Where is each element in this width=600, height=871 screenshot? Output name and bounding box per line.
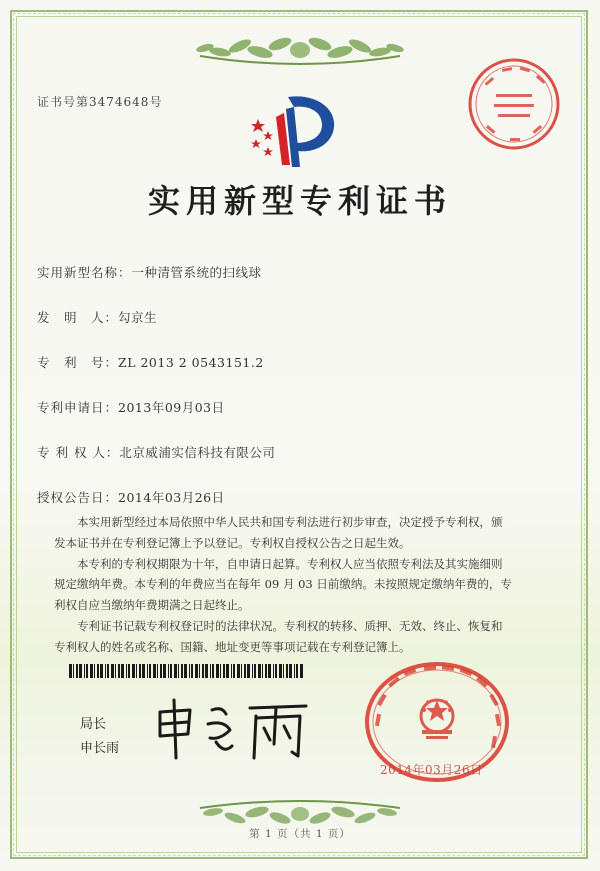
barcode-bar [254, 664, 256, 678]
barcode-bar [126, 664, 127, 678]
barcode-bar [296, 664, 298, 678]
body-line: 发本证书并在专利登记簿上予以登记。专利权自授权公告之日起生效。 [54, 535, 411, 550]
barcode-bar [73, 664, 74, 678]
field-inventor [37, 308, 157, 326]
field-utility-model-name [37, 263, 262, 281]
barcode-bar [289, 664, 292, 678]
barcode-bar [94, 664, 95, 678]
barcode-bar [76, 664, 78, 678]
handwritten-signature [150, 694, 315, 764]
barcode-bar [237, 664, 240, 678]
barcode-bar [226, 664, 229, 678]
body-line: 本专利的专利权期限为十年，自申请日起算。专利权人应当依照专利法及其实施细则 [77, 556, 503, 571]
barcode-bar [136, 664, 137, 678]
field-value: 一种清管系统的扫线球 [131, 265, 262, 280]
certificate-number: 证书号第3474648号 [37, 95, 163, 109]
field-label: 授权公告日： [37, 490, 119, 505]
barcode-bar [191, 664, 193, 678]
body-line: 本实用新型经过本局依照中华人民共和国专利法进行初步审查，决定授予专利权，颁 [77, 515, 503, 529]
field-patentee [37, 443, 275, 461]
barcode-bar [223, 664, 225, 678]
barcode-bar [107, 664, 109, 678]
barcode-bar [216, 664, 219, 678]
field-value: 2013年09月03日 [118, 400, 225, 415]
barcode-bar [247, 664, 250, 678]
barcode-bar [212, 664, 214, 678]
barcode-bar [174, 664, 177, 678]
top-wreath-ornament [195, 22, 405, 72]
barcode-bar [100, 664, 103, 678]
barcode-bar [195, 664, 198, 678]
director-name: 申长雨 [80, 741, 120, 756]
barcode-bar [231, 664, 232, 678]
body-line: 专利权人的姓名或名称、国籍、地址变更等事项记载在专利登记簿上。 [54, 639, 411, 654]
body-line: 规定缴纳年费。本专利的年费应当在每年 09 月 03 日前缴纳。未按照规定缴纳年费的，专 [54, 577, 512, 592]
barcode-bar [252, 664, 253, 678]
barcode-bar [79, 664, 82, 678]
field-grant-date [37, 488, 225, 506]
barcode-bar [147, 664, 148, 678]
barcode-bar [128, 664, 130, 678]
barcode-bar [139, 664, 141, 678]
certificate-title: 实用新型专利证书 [147, 182, 452, 220]
barcode-bar [268, 664, 271, 678]
barcode-bar [241, 664, 242, 678]
patent-office-logo [236, 85, 344, 175]
barcode-bar [115, 664, 116, 678]
barcode-bar [275, 664, 277, 678]
field-label: 专 利 号： [37, 355, 119, 370]
barcode-bar [160, 664, 162, 678]
barcode-bar [178, 664, 179, 678]
director-title: 局长 [80, 717, 107, 732]
barcode-bar [181, 664, 183, 678]
barcode-bar [184, 664, 187, 678]
tax-stamp-seal [466, 56, 562, 152]
field-value: ZL 2013 2 0543151.2 [118, 355, 264, 370]
barcode-bar [294, 664, 295, 678]
barcode-bar [233, 664, 235, 678]
barcode-bar [265, 664, 267, 678]
barcode-bar [262, 664, 263, 678]
barcode-bar [202, 664, 204, 678]
field-value: 2014年03月26日 [118, 490, 225, 505]
barcode-bar [97, 664, 99, 678]
barcode-bar [153, 664, 156, 678]
barcode-bar [142, 664, 145, 678]
certificate-body [54, 512, 544, 658]
barcode-bar [86, 664, 88, 678]
seal-date: 2014年03月26日 [380, 763, 483, 777]
barcode-bar [189, 664, 190, 678]
barcode-bar [168, 664, 169, 678]
barcode-bar [132, 664, 135, 678]
body-line: 利权自应当缴纳年费期满之日起终止。 [54, 598, 250, 613]
barcode-bar [279, 664, 282, 678]
barcode-bar [163, 664, 166, 678]
barcode-bar [121, 664, 124, 678]
field-label: 发 明 人： [37, 310, 119, 325]
field-label: 专利申请日： [37, 400, 119, 415]
barcode-bar [205, 664, 208, 678]
barcode-bar [286, 664, 288, 678]
barcode-bar [84, 664, 85, 678]
barcode-bar [90, 664, 93, 678]
barcode-bar [283, 664, 284, 678]
barcode-bar [157, 664, 158, 678]
barcode-bar [170, 664, 172, 678]
barcode-bar [258, 664, 261, 678]
field-application-date [37, 398, 225, 416]
barcode-bar [220, 664, 221, 678]
barcode-bar [273, 664, 274, 678]
barcode-bar [118, 664, 120, 678]
barcode-bar [149, 664, 151, 678]
barcode-bar [111, 664, 114, 678]
field-patent-number [37, 353, 264, 371]
barcode-bar [69, 664, 72, 678]
barcode [69, 664, 304, 678]
field-label: 专 利 权 人： [37, 445, 120, 460]
barcode-bar [244, 664, 246, 678]
barcode-bar [300, 664, 303, 678]
page-indicator: 第 1 页（共 1 页） [249, 828, 351, 840]
field-value: 勾京生 [118, 310, 158, 325]
field-label: 实用新型名称： [37, 265, 132, 280]
body-line: 专利证书记载专利权登记时的法律状况。专利权的转移、质押、无效、终止、恢复和 [77, 618, 503, 633]
field-value: 北京威浦实信科技有限公司 [119, 445, 276, 460]
barcode-bar [199, 664, 200, 678]
barcode-bar [105, 664, 106, 678]
barcode-bar [210, 664, 211, 678]
